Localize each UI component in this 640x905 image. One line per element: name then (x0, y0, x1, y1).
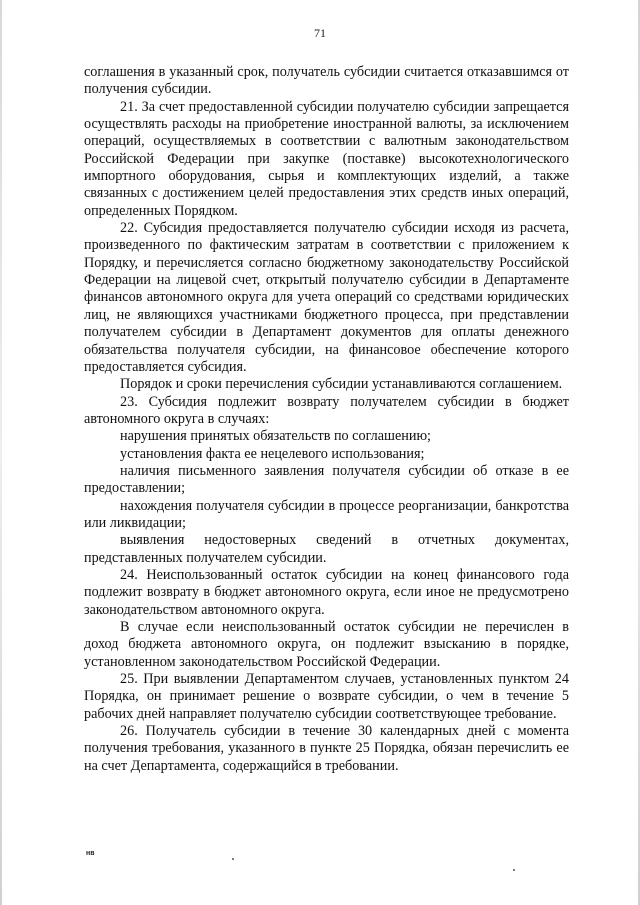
list-item-23-false-data: выявления недостоверных сведений в отчетных документах, представленных получателем субсидии. (84, 532, 569, 566)
footer-mark: нв (86, 850, 95, 857)
paragraph-24: 24. Неиспользованный остаток субсидии на конец финансового года подлежит возврату в бюджет автономного округа, если иное не предусмотрено законодательством автономного округа. (84, 566, 569, 618)
paragraph-25: 25. При выявлении Департаментом случаев, установленных пунктом 24 Порядка, он принимает решение о возврате субсидии, о чем в течение 5 рабочих дней направляет получателю субсидии соответствующее требование. (84, 671, 569, 722)
list-item-23-obligations: нарушения принятых обязательств по соглашению; (120, 428, 431, 445)
paragraph-continuation: соглашения в указанный срок, получатель субсидии считается отказавшимся от получения субсидии. (84, 64, 569, 98)
paragraph-22: 22. Субсидия предоставляется получателю субсидии исходя из расчета, произведенного по фактическим затратам в соответствии с приложением к Порядку, и перечисляется согласно бюджетному законодательству Российской Федерации на лицевой счет, открытый получателю субсидии в Департаменте финансов автономного округа для учета операций со средствами юридических лиц, не являющихся участниками бюджетного процесса, при представлении получателем субсидии в Департамент документов для оплаты денежного обязательства получателя субсидии, на финансовое обеспечение которого предоставляется субсидия. (84, 220, 569, 375)
paragraph-26: 26. Получатель субсидии в течение 30 календарных дней с момента получения требования, указанного в пункте 25 Порядка, обязан перечислить ее на счет Департамента, содержащийся в требовании. (84, 723, 569, 774)
list-item-23-misuse: установления факта ее нецелевого использования; (120, 445, 425, 462)
paragraph-24-recovery: В случае если неиспользованный остаток субсидии не перечислен в доход бюджета автономного округа, он подлежит взысканию в порядке, установленном законодательством Российской Федерации. (84, 619, 569, 670)
page-number: 71 (314, 26, 326, 40)
scan-edge-left (0, 0, 2, 905)
list-item-23-reorganization: нахождения получателя субсидии в процессе реорганизации, банкротства или ликвидации; (84, 497, 569, 531)
paragraph-21: 21. За счет предоставленной субсидии получателю субсидии запрещается осуществлять расходы на приобретение иностранной валюты, за исключением операций, осуществляемых в соответствии с валютным законодательством Российской Федерации при закупке (поставке) высокотехнологического импортного оборудования, сырья и комплектующих изделий, а также связанных с достижением целей предоставления этих средств иных операций, определенных Порядком. (84, 98, 569, 219)
paragraph-23: 23. Субсидия подлежит возврату получателем субсидии в бюджет автономного округа в случаях: (84, 393, 569, 427)
document-body (84, 64, 569, 775)
scan-speck (513, 869, 515, 871)
paragraph-22-payment-terms: Порядок и сроки перечисления субсидии устанавливаются соглашением. (120, 376, 563, 393)
scan-speck (232, 858, 234, 860)
list-item-23-refusal: наличия письменного заявления получателя субсидии об отказе в ее предоставлении; (84, 462, 569, 497)
